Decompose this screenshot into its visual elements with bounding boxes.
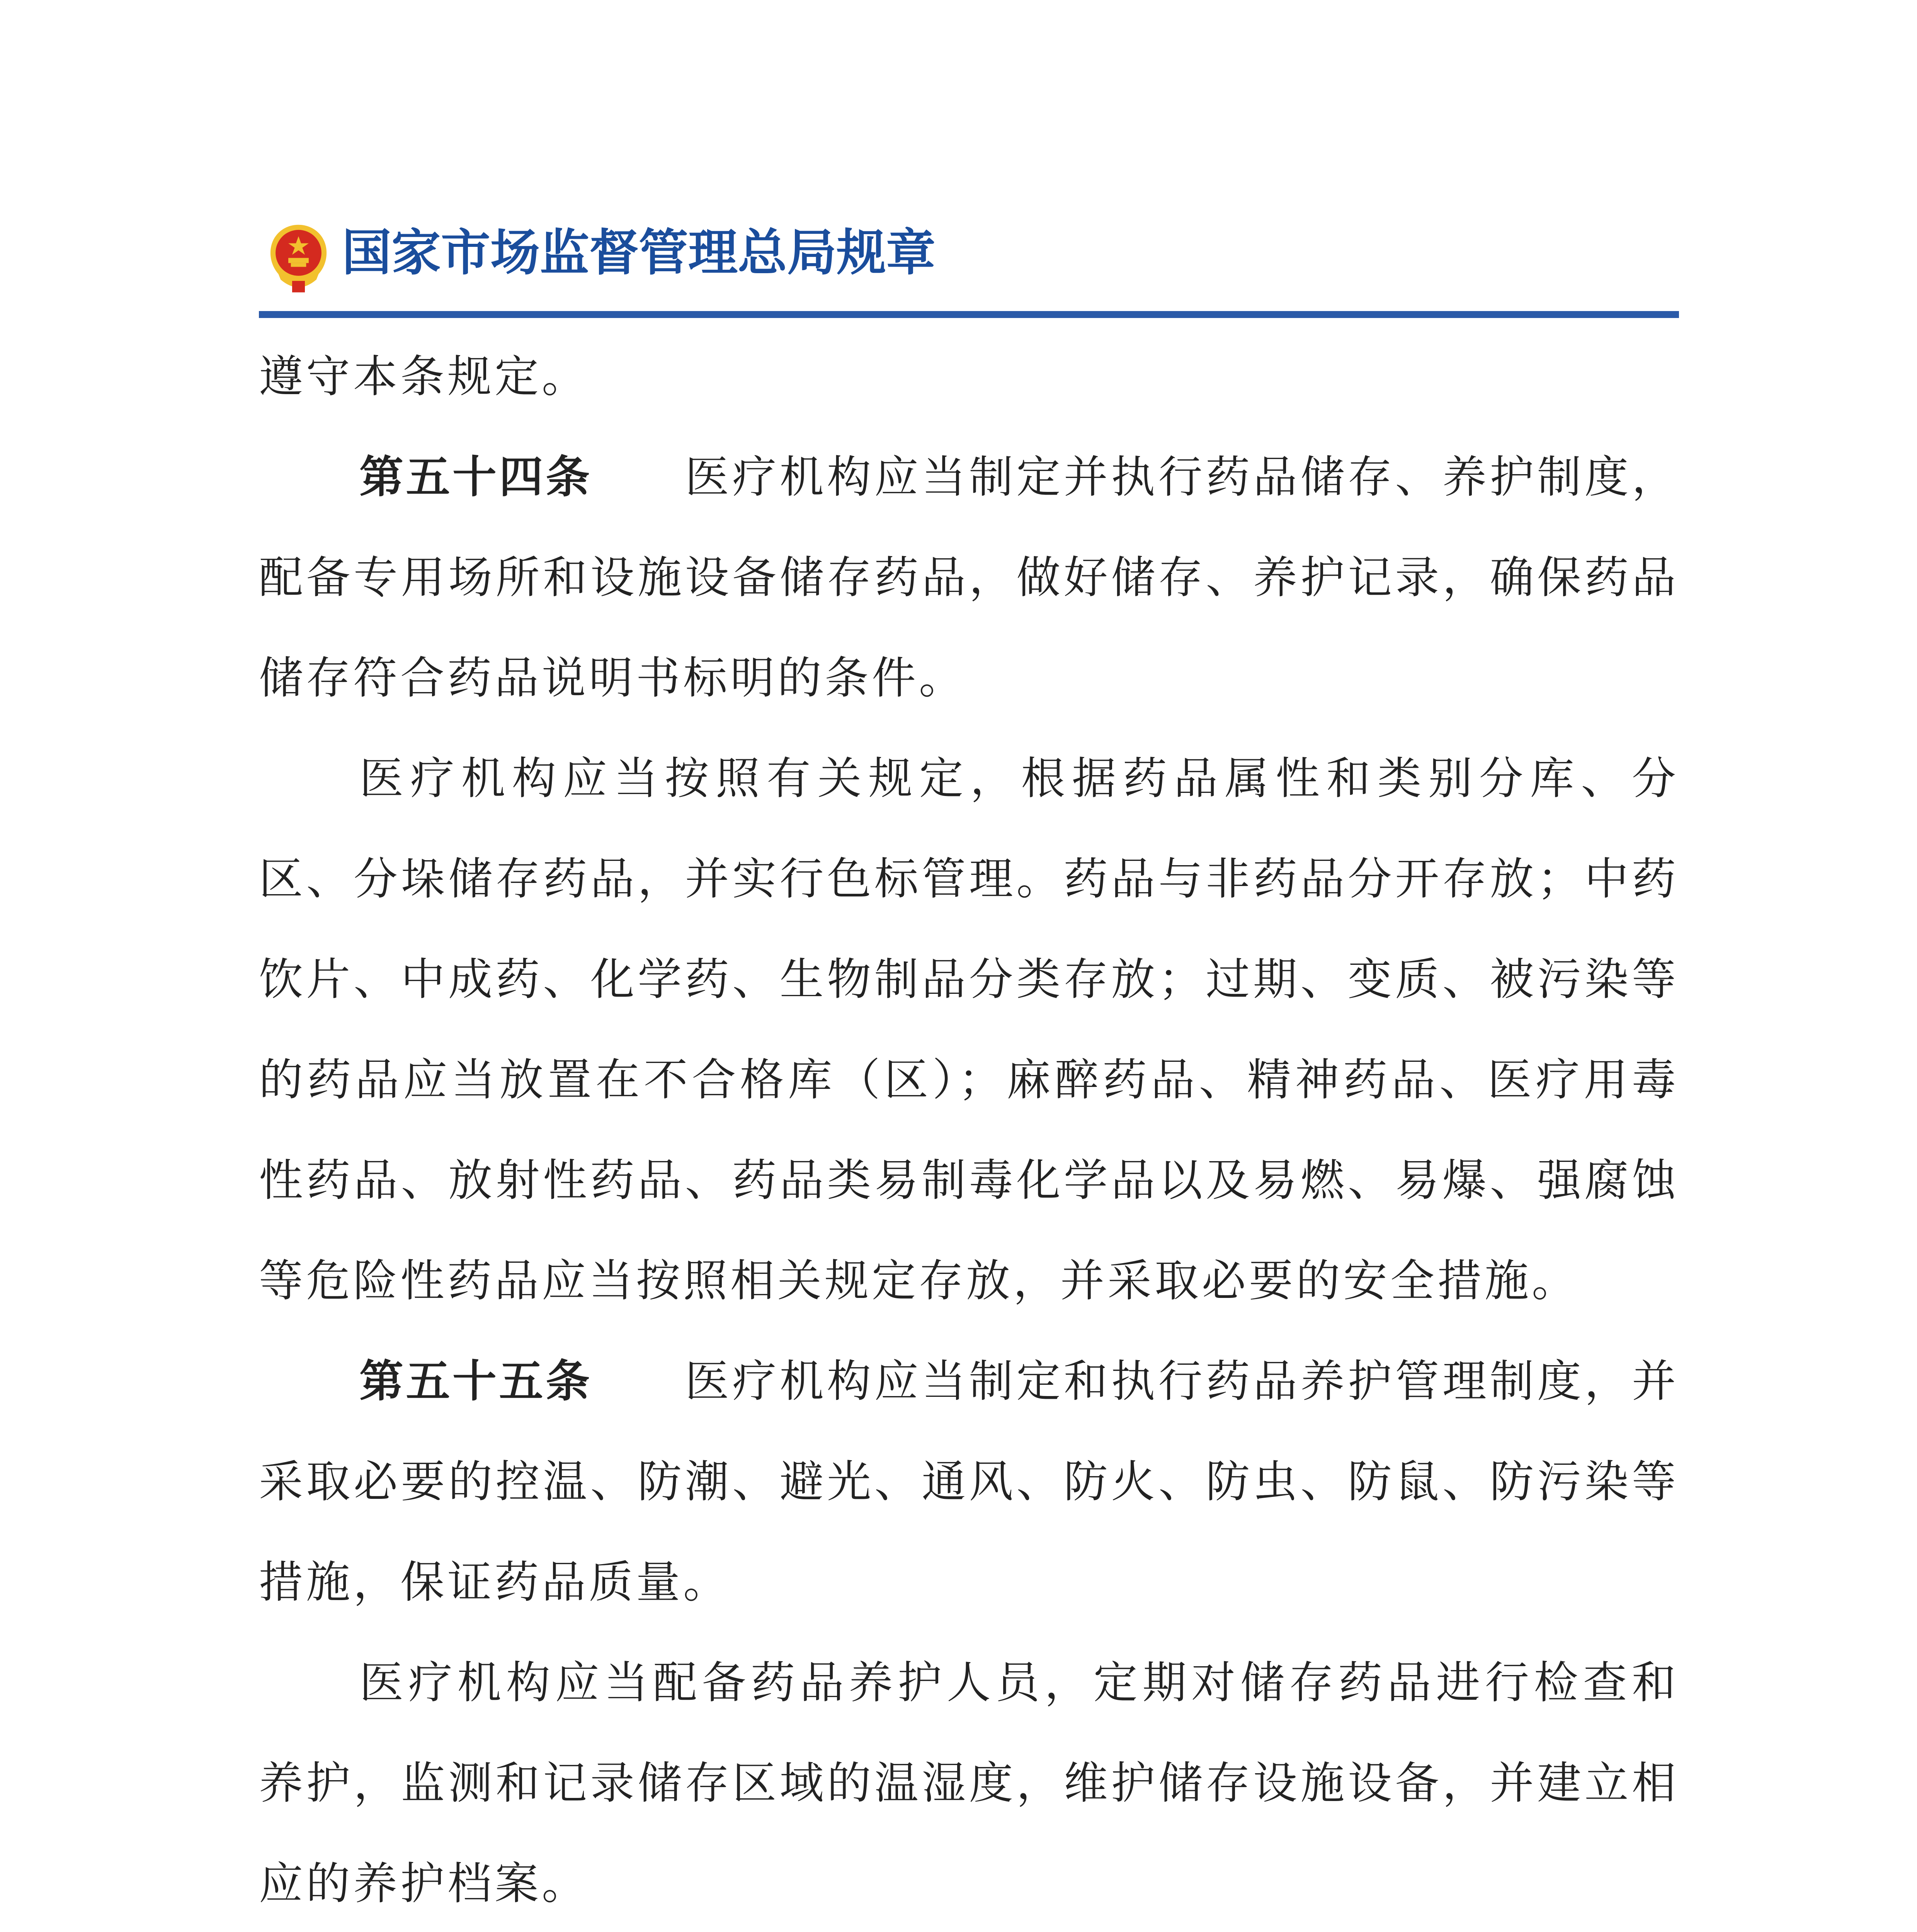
article-54-paragraph-2: 医疗机构应当按照有关规定，根据药品属性和类别分库、分区、分垛储存药品，并实行色标管理。药品与非药品分开存放；中药饮片、中成药、化学药、生物制品分类存放；过期、变质、被污染等的药品应当放置在不合格库（区）；麻醉药品、精神药品、医疗用毒性药品、放射性药品、药品类易制毒化学品以及易燃、易爆、强腐蚀等危险性药品应当按照相关规定存放，并采取必要的安全措施。 <box>259 753 1679 1306</box>
paragraph-intro: 遵守本条规定。 <box>259 351 589 402</box>
article-55-text: 医疗机构应当制定和执行药品养护管理制度，并采取必要的控温、防潮、避光、通风、防火、防虫、防鼠、防污染等措施，保证药品质量。 <box>259 1355 1679 1608</box>
article-54-label: 第五十四条 <box>359 451 592 503</box>
article-55-paragraph-2: 医疗机构应当配备药品养护人员，定期对储存药品进行检查和养护，监测和记录储存区域的温湿度，维护储存设施设备，并建立相应的养护档案。 <box>259 1657 1679 1909</box>
article-55-label: 第五十五条 <box>359 1355 592 1407</box>
header-divider <box>259 311 1679 318</box>
article-55 <box>259 1331 1679 1633</box>
article-54-text: 医疗机构应当制定并执行药品储存、养护制度，配备专用场所和设施设备储存药品，做好储存、养护记录，确保药品储存符合药品说明书标明的条件。 <box>259 451 1679 704</box>
page-header <box>259 214 1679 327</box>
header-title: 国家市场监督管理总局规章 <box>342 224 936 282</box>
national-emblem-icon <box>267 222 330 296</box>
document-body <box>259 327 1679 1932</box>
article-54 <box>259 427 1679 728</box>
